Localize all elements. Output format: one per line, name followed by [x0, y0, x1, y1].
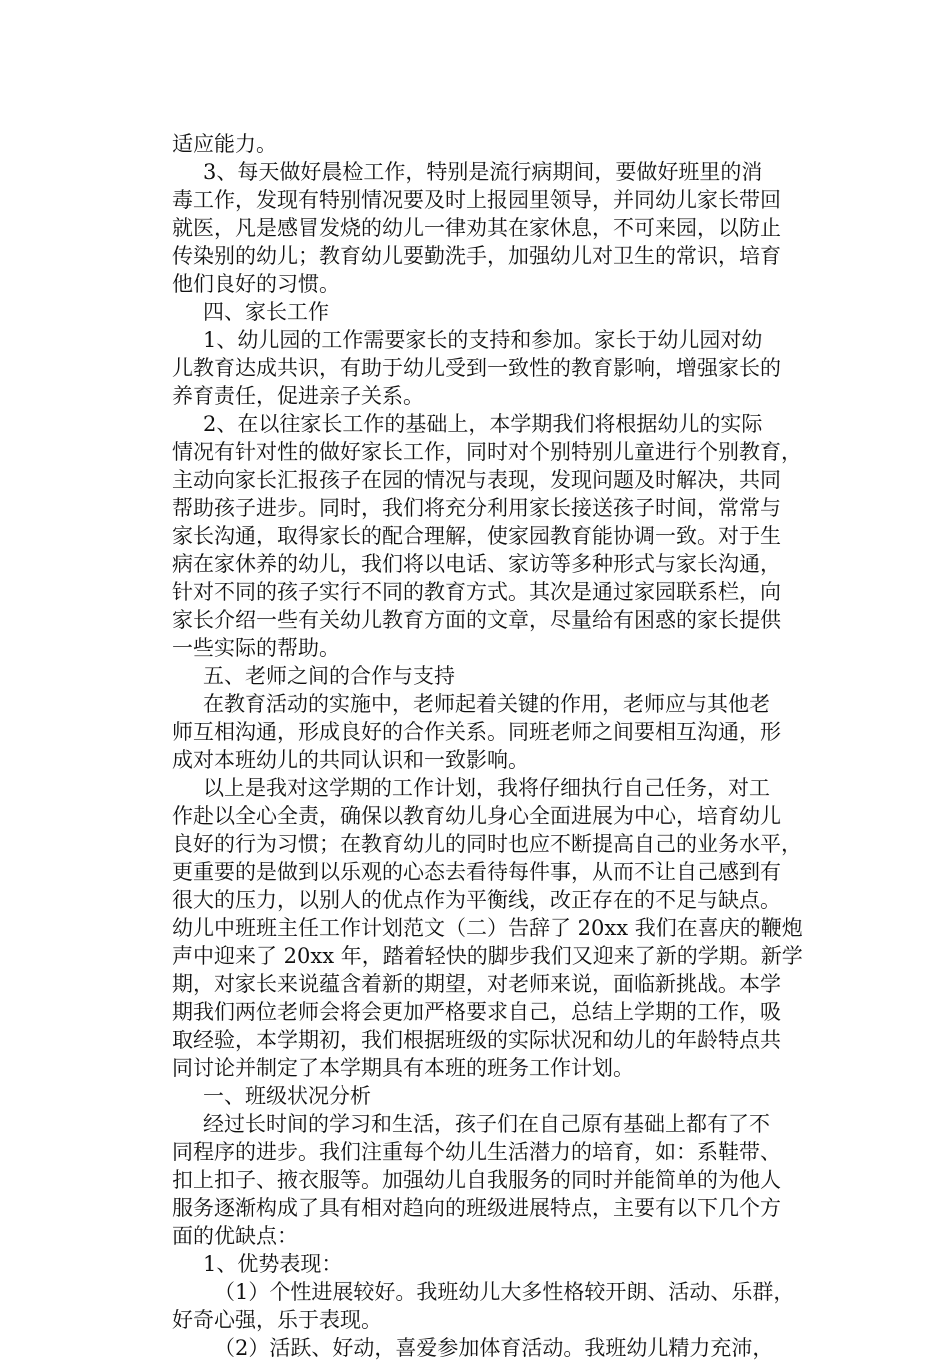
text-line: 成对本班幼儿的共同认识和一致影响。: [172, 748, 529, 772]
text-line: （1）个性进展较好。我班幼儿大多性格较开朗、活动、乐群，: [214, 1280, 795, 1304]
text-line: 1、幼儿园的工作需要家长的支持和参加。家长于幼儿园对幼: [203, 328, 763, 352]
text-line: 很大的压力，以别人的优点作为平衡线，改正存在的不足与缺点。: [172, 888, 781, 912]
text-line: 在教育活动的实施中，老师起着关键的作用，老师应与其他老: [203, 692, 770, 716]
text-line: 声中迎来了 20xx 年，踏着轻快的脚步我们又迎来了新的学期。新学: [172, 944, 803, 968]
text-line: 好奇心强，乐于表现。: [172, 1308, 382, 1332]
text-line: 幼儿中班班主任工作计划范文（二）告辞了 20xx 我们在喜庆的鞭炮: [172, 916, 803, 940]
text-line: 同讨论并制定了本学期具有本班的班务工作计划。: [172, 1056, 634, 1080]
text-line: 家长沟通，取得家长的配合理解，使家园教育能协调一致。对于生: [172, 524, 781, 548]
text-line: 适应能力。: [172, 132, 277, 156]
text-line: 2、在以往家长工作的基础上，本学期我们将根据幼儿的实际: [203, 412, 763, 436]
text-line: 作赴以全心全责，确保以教育幼儿身心全面进展为中心，培育幼儿: [172, 804, 781, 828]
text-line: 就医，凡是感冒发烧的幼儿一律劝其在家休息，不可来园，以防止: [172, 216, 781, 240]
text-line: 一些实际的帮助。: [172, 636, 340, 660]
text-line: 面的优缺点：: [172, 1224, 298, 1248]
section-heading: 一、班级状况分析: [203, 1084, 371, 1108]
text-line: 针对不同的孩子实行不同的教育方式。其次是通过家园联系栏，向: [172, 580, 781, 604]
section-heading: 五、老师之间的合作与支持: [203, 664, 455, 688]
text-line: 扣上扣子、掖衣服等。加强幼儿自我服务的同时并能简单的为他人: [172, 1168, 781, 1192]
text-line: 毒工作，发现有特别情况要及时上报园里领导，并同幼儿家长带回: [172, 188, 781, 212]
text-line: 他们良好的习惯。: [172, 272, 340, 296]
text-line: 情况有针对性的做好家长工作，同时对个别特别儿童进行个别教育，: [172, 440, 802, 464]
text-line: 师互相沟通，形成良好的合作关系。同班老师之间要相互沟通，形: [172, 720, 781, 744]
text-line: 病在家休养的幼儿，我们将以电话、家访等多种形式与家长沟通，: [172, 552, 781, 576]
subheading: 1、优势表现：: [203, 1252, 343, 1276]
text-line: 以上是我对这学期的工作计划，我将仔细执行自己任务，对工: [203, 776, 770, 800]
text-line: （2）活跃、好动，喜爱参加体育活动。我班幼儿精力充沛，: [214, 1336, 774, 1360]
section-heading: 四、家长工作: [203, 300, 329, 324]
text-line: 主动向家长汇报孩子在园的情况与表现，发现问题及时解决，共同: [172, 468, 781, 492]
text-line: 期我们两位老师会将会更加严格要求自己，总结上学期的工作，吸: [172, 1000, 781, 1024]
text-line: 儿教育达成共识，有助于幼儿受到一致性的教育影响，增强家长的: [172, 356, 781, 380]
text-line: 更重要的是做到以乐观的心态去看待每件事，从而不让自己感到有: [172, 860, 781, 884]
text-line: 同程序的进步。我们注重每个幼儿生活潜力的培育，如：系鞋带、: [172, 1140, 781, 1164]
text-line: 传染别的幼儿；教育幼儿要勤洗手，加强幼儿对卫生的常识，培育: [172, 244, 781, 268]
text-line: 养育责任，促进亲子关系。: [172, 384, 424, 408]
text-line: 良好的行为习惯；在教育幼儿的同时也应不断提高自己的业务水平，: [172, 832, 802, 856]
text-line: 3、每天做好晨检工作，特别是流行病期间，要做好班里的消: [203, 160, 763, 184]
text-line: 经过长时间的学习和生活，孩子们在自己原有基础上都有了不: [203, 1112, 770, 1136]
text-line: 帮助孩子进步。同时，我们将充分利用家长接送孩子时间，常常与: [172, 496, 781, 520]
text-line: 期，对家长来说蕴含着新的期望，对老师来说，面临新挑战。本学: [172, 972, 781, 996]
document-page: [172, 130, 812, 1362]
text-line: 家长介绍一些有关幼儿教育方面的文章，尽量给有困惑的家长提供: [172, 608, 781, 632]
text-line: 服务逐渐构成了具有相对趋向的班级进展特点，主要有以下几个方: [172, 1196, 781, 1220]
text-line: 取经验，本学期初，我们根据班级的实际状况和幼儿的年龄特点共: [172, 1028, 781, 1052]
